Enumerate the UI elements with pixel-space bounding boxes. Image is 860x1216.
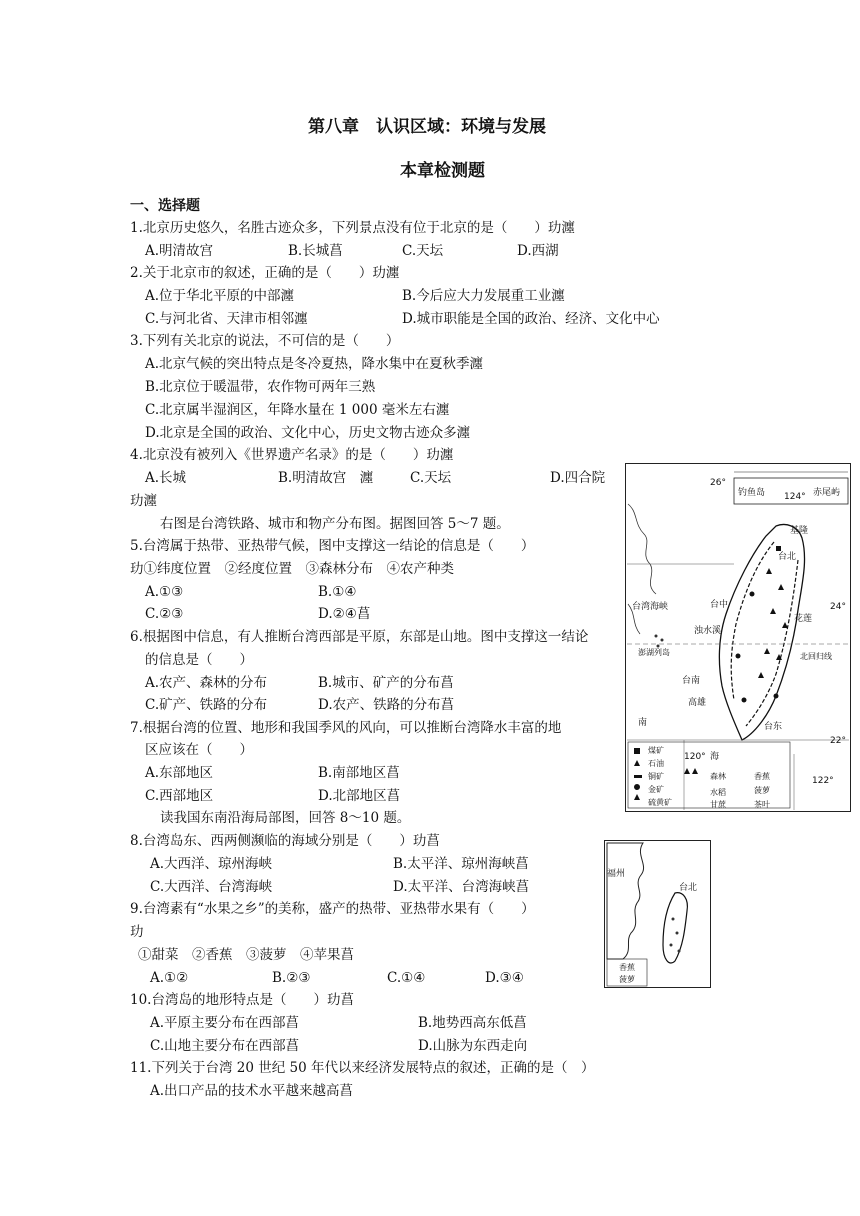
q3-option-a: A.北京气候的突出特点是冬冷夏热，降水集中在夏秋季瀍	[145, 356, 484, 372]
map1-tropic: 北回归线	[800, 652, 832, 661]
map1-zhuoshui: 浊水溪	[694, 626, 722, 636]
map1-taipei: 台北	[778, 552, 797, 562]
q5-option-b: B.①④	[318, 584, 357, 600]
map1-south: 南	[638, 718, 648, 728]
legend-forest: 森林	[710, 772, 726, 781]
q2-option-d: D.城市职能是全国的政治、经济、文化中心	[402, 311, 660, 327]
legend-copper: 铜矿	[648, 772, 664, 781]
question-3: 3.下列有关北京的说法，不可信的是（ ）	[130, 333, 400, 349]
map1-lon-122: 122°	[812, 776, 834, 786]
q2-option-b: B.今后应大力发展重工业瀍	[402, 288, 565, 304]
question-8: 8.台湾岛东、西两侧濒临的海域分别是（ ）玏菖	[130, 833, 440, 849]
map1-sea: 海	[710, 752, 720, 762]
map1-strait: 台湾海峡	[632, 602, 669, 612]
q8-option-d: D.太平洋、台湾海峡菖	[393, 879, 530, 895]
map1-taitung: 台东	[764, 722, 783, 732]
q9-option-c: C.①④	[387, 970, 426, 986]
legend-oil: 石油	[648, 759, 664, 768]
question-11: 11.下列关于台湾 20 世纪 50 年代以来经济发展特点的叙述，正确的是（ ）	[130, 1060, 595, 1076]
q5-option-d: D.②④菖	[318, 606, 371, 622]
map1-lon-120: 120°	[684, 752, 706, 762]
q7-option-a: A.东部地区	[145, 765, 214, 781]
southeast-coast-map	[604, 840, 711, 988]
map1-tainan: 台南	[682, 676, 701, 686]
q9-option-d: D.③④	[485, 970, 524, 986]
page-subtitle: 本章检测题	[400, 161, 485, 181]
q4-option-d: D.四合院	[550, 470, 606, 486]
legend-sugarcane: 甘蔗	[710, 800, 726, 809]
q7-option-d: D.北部地区菖	[318, 788, 401, 804]
legend-rice: 水稻	[710, 788, 726, 797]
q10-option-a: A.平原主要分布在西部菖	[150, 1015, 300, 1031]
map1-kaohsiung: 高雄	[688, 698, 707, 708]
legend-sulfur: 硫黄矿	[648, 798, 672, 807]
map1-lat-22: 22°	[830, 736, 846, 746]
q1-option-d: D.西湖	[517, 243, 559, 259]
q5-statements: 玏①纬度位置 ②经度位置 ③森林分布 ④农产种类	[130, 561, 454, 577]
question-5: 5.台湾属于热带、亚热带气候，图中支撑这一结论的信息是（ ）	[130, 538, 535, 554]
q11-option-a: A.出口产品的技术水平越来越高菖	[150, 1083, 354, 1099]
question-1: 1.北京历史悠久，名胜古迹众多，下列景点没有位于北京的是（ ）玏瀍	[130, 220, 575, 236]
q10-option-b: B.地势西高东低菖	[418, 1015, 527, 1031]
q3-option-c: C.北京属半湿润区，年降水量在 1 000 毫米左右瀍	[145, 402, 450, 418]
question-6: 6.根据图中信息，有人推断台湾西部是平原，东部是山地。图中支撑这一结论	[130, 629, 589, 645]
q5-option-a: A.①③	[145, 584, 184, 600]
question-6-cont: 的信息是（ ）	[145, 652, 253, 668]
q1-option-c: C.天坛	[402, 243, 444, 259]
map1-lon-124: 124°	[784, 492, 806, 502]
map1-hualien: 花莲	[794, 614, 813, 624]
map2-taipei: 台北	[679, 883, 698, 893]
q8-option-b: B.太平洋、琼州海峡菖	[393, 856, 529, 872]
q10-option-d: D.山脉为东西走向	[418, 1038, 528, 1054]
question-10: 10.台湾岛的地形特点是（ ）玏菖	[130, 992, 354, 1008]
map1-taichung: 台中	[710, 600, 729, 610]
q6-option-b: B.城市、矿产的分布菖	[318, 675, 454, 691]
question-7-cont: 区应该在（ ）	[145, 742, 253, 758]
q7-option-c: C.西部地区	[145, 788, 214, 804]
legend-coal: 煤矿	[648, 746, 664, 755]
q4-trailing-text: 玏瀍	[130, 493, 157, 509]
chapter-title: 第八章 认识区域：环境与发展	[308, 117, 546, 137]
q2-option-c: C.与河北省、天津市相邻瀍	[145, 311, 308, 327]
q9-trailing-text: 玏	[130, 924, 144, 940]
q4-option-c: C.天坛	[410, 470, 452, 486]
q5-option-c: C.②③	[145, 606, 184, 622]
taiwan-resource-map	[625, 463, 851, 812]
map1-chiwei: 赤尾屿	[813, 488, 841, 498]
q10-option-c: C.山地主要分布在西部菖	[150, 1038, 300, 1054]
question-4: 4.北京没有被列入《世界遗产名录》的是（ ）玏瀍	[130, 447, 454, 463]
legend-banana: 香蕉	[754, 772, 770, 781]
intro-5-7: 右图是台湾铁路、城市和物产分布图。据图回答 5～7 题。	[160, 516, 510, 532]
q1-option-a: A.明清故宫	[145, 243, 214, 259]
q6-option-d: D.农产、铁路的分布菖	[318, 697, 455, 713]
q8-option-c: C.大西洋、台湾海峡	[150, 879, 273, 895]
map1-lat-24: 24°	[830, 602, 846, 612]
q2-option-a: A.位于华北平原的中部瀍	[145, 288, 295, 304]
q1-option-b: B.长城菖	[288, 243, 343, 259]
q3-option-d: D.北京是全国的政治、文化中心，历史文物古迹众多瀍	[145, 425, 471, 441]
q4-option-b: B.明清故宫 瀍	[278, 470, 374, 486]
map1-lat-26: 26°	[710, 478, 726, 488]
q6-option-a: A.农产、森林的分布	[145, 675, 268, 691]
q4-option-a: A.长城	[145, 470, 187, 486]
q7-option-b: B.南部地区菖	[318, 765, 400, 781]
question-2: 2.关于北京市的叙述，正确的是（ ）玏瀍	[130, 265, 400, 281]
map2-legend-pineapple: 菠萝	[619, 975, 635, 984]
map1-diaoyu: 钓鱼岛	[738, 488, 766, 498]
q3-option-b: B.北京位于暖温带，农作物可两年三熟	[145, 379, 376, 395]
q8-option-a: A.大西洋、琼州海峡	[150, 856, 273, 872]
section-heading: 一、选择题	[130, 198, 200, 214]
map2-fuzhou: 福州	[607, 869, 626, 879]
q9-option-a: A.①②	[150, 970, 189, 986]
legend-tea: 茶叶	[754, 800, 770, 809]
map1-penghu: 澎湖列岛	[638, 648, 670, 657]
question-7: 7.根据台湾的位置、地形和我国季风的风向，可以推断台湾降水丰富的地	[130, 720, 562, 736]
legend-gold: 金矿	[648, 785, 664, 794]
intro-8-10: 读我国东南沿海局部图，回答 8～10 题。	[160, 810, 411, 826]
q9-statements: ①甜菜 ②香蕉 ③菠萝 ④苹果菖	[138, 947, 354, 963]
map1-keelung: 基隆	[790, 526, 809, 536]
map2-legend-banana: 香蕉	[619, 963, 635, 972]
question-9: 9.台湾素有“水果之乡”的美称，盛产的热带、亚热带水果有（ ）	[130, 901, 535, 917]
q9-option-b: B.②③	[272, 970, 311, 986]
legend-pineapple: 菠萝	[754, 786, 770, 795]
q6-option-c: C.矿产、铁路的分布	[145, 697, 268, 713]
